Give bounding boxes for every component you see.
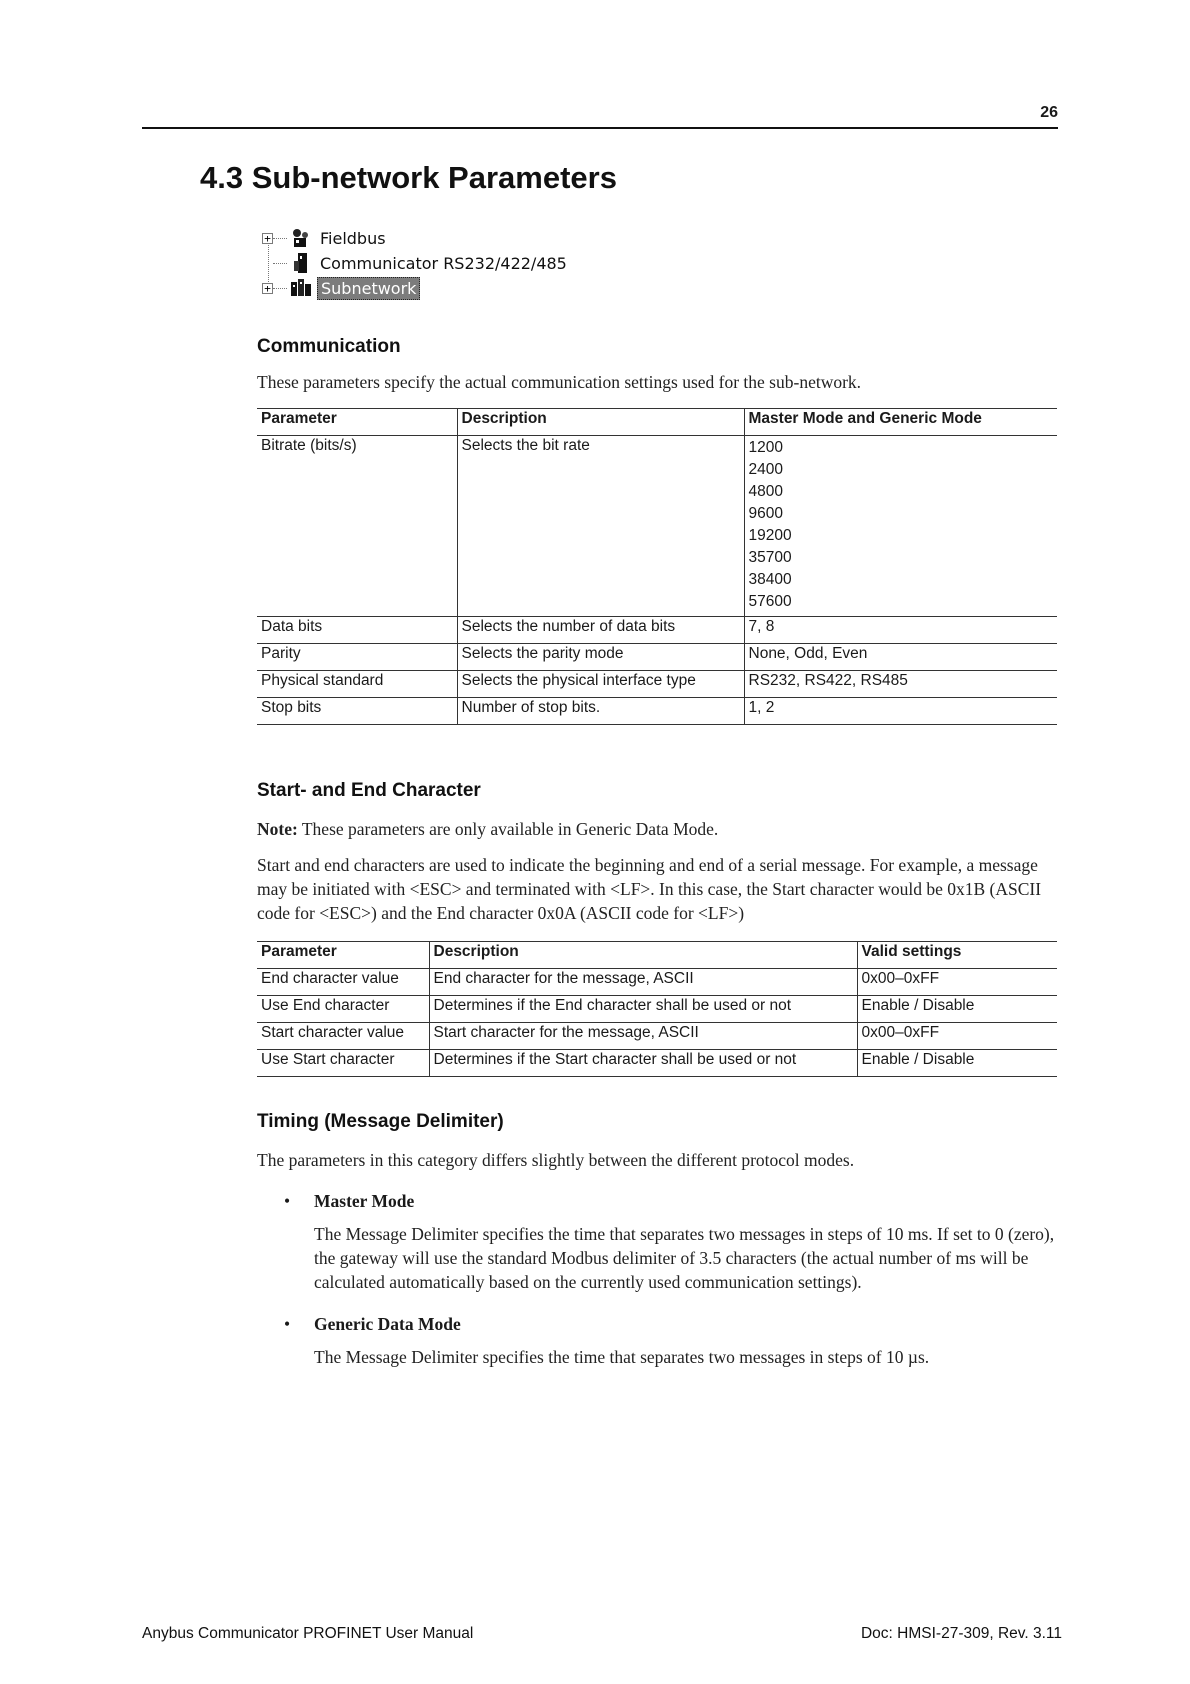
desc-cell: Selects the parity mode xyxy=(457,644,744,671)
value-line: 4800 xyxy=(748,483,783,500)
table-row xyxy=(257,969,1057,996)
config-tree xyxy=(262,226,582,306)
tree-item-label: Subnetwork xyxy=(317,277,420,300)
communication-table xyxy=(257,408,1057,725)
value-line: 38400 xyxy=(748,571,792,588)
bullet-icon: • xyxy=(284,1314,291,1334)
desc-cell: Start character for the message, ASCII xyxy=(429,1023,857,1050)
bullet-text: The Message Delimiter specifies the time that separates two messages in steps of 10 µs. xyxy=(314,1347,930,1367)
value-line: 1200 xyxy=(748,439,783,456)
timing-heading: Timing (Message Delimiter) xyxy=(257,1111,504,1132)
desc-cell: Selects the physical interface type xyxy=(457,671,744,698)
header-rule xyxy=(142,127,1058,129)
table-row xyxy=(257,1050,1057,1077)
valid-cell: 0x00–0xFF xyxy=(857,1023,1057,1050)
tree-item-label: Fieldbus xyxy=(320,228,386,248)
note-label: Note: xyxy=(257,819,298,839)
subnetwork-icon xyxy=(289,276,313,300)
bullet-text: The Message Delimiter specifies the time that separates two messages in steps of 10 ms. If set to 0 (zero), the gateway will use the standard Modbus delimiter of 3.5 characters (the actual number of ms will be calculated automatically based on the currently used communication settings). xyxy=(314,1224,1055,1292)
desc-cell: Determines if the Start character shall be used or not xyxy=(429,1050,857,1077)
tree-item-subnetwork[interactable] xyxy=(262,276,420,300)
param-cell: Parity xyxy=(257,644,457,671)
communication-intro: These parameters specify the actual communication settings used for the sub-network. xyxy=(257,372,862,392)
start-end-table xyxy=(257,941,1057,1077)
param-cell: End character value xyxy=(257,969,429,996)
tree-connector xyxy=(273,238,287,239)
values-cell xyxy=(744,436,1057,617)
timing-intro: The parameters in this category differs slightly between the different protocol modes. xyxy=(257,1150,855,1170)
table-row xyxy=(257,617,1057,644)
communication-heading: Communication xyxy=(257,336,401,357)
start-end-note xyxy=(257,817,1057,841)
table-header-row xyxy=(257,942,1057,969)
table-row xyxy=(257,996,1057,1023)
param-cell: Stop bits xyxy=(257,698,457,725)
param-cell: Use Start character xyxy=(257,1050,429,1077)
values-cell: None, Odd, Even xyxy=(744,644,1057,671)
valid-cell: Enable / Disable xyxy=(857,1050,1057,1077)
valid-cell: 0x00–0xFF xyxy=(857,969,1057,996)
desc-cell: Determines if the End character shall be used or not xyxy=(429,996,857,1023)
tree-item-fieldbus[interactable] xyxy=(262,226,389,250)
tree-connector xyxy=(273,263,287,264)
param-cell: Use End character xyxy=(257,996,429,1023)
table-row xyxy=(257,644,1057,671)
bullet-title: Generic Data Mode xyxy=(314,1314,461,1334)
tree-item-label: Communicator RS232/422/485 xyxy=(320,253,567,273)
tree-connector xyxy=(273,288,287,289)
footer-right: Doc: HMSI-27-309, Rev. 3.11 xyxy=(860,1625,1062,1642)
value-line: 57600 xyxy=(748,593,792,610)
section-title: 4.3 Sub-network Parameters xyxy=(200,160,617,195)
param-cell: Data bits xyxy=(257,617,457,644)
column-header: Description xyxy=(429,942,857,969)
tree-item-communicator[interactable] xyxy=(262,251,570,275)
column-header: Parameter xyxy=(257,942,429,969)
values-cell: 7, 8 xyxy=(744,617,1057,644)
desc-cell: End character for the message, ASCII xyxy=(429,969,857,996)
start-end-heading: Start- and End Character xyxy=(257,780,481,801)
table-row xyxy=(257,671,1057,698)
values-cell: 1, 2 xyxy=(744,698,1057,725)
value-line: 35700 xyxy=(748,549,792,566)
value-line: 9600 xyxy=(748,505,783,522)
page-number: 26 xyxy=(1040,104,1058,121)
desc-cell: Selects the number of data bits xyxy=(457,617,744,644)
column-header: Master Mode and Generic Mode xyxy=(744,409,1057,436)
table-header-row xyxy=(257,409,1057,436)
start-end-description: Start and end characters are used to indicate the beginning and end of a serial message. For example, a message may be initiated with <ESC> and terminated with <LF>. In this case, the Start character would be 0x1B (ASCII code for <ESC>) and the End character 0x0A (ASCII code for <LF>) xyxy=(257,855,1042,923)
value-line: 2400 xyxy=(748,461,783,478)
bullet-title: Master Mode xyxy=(314,1191,415,1211)
footer-left: Anybus Communicator PROFINET User Manual xyxy=(142,1625,474,1642)
expand-icon[interactable]: + xyxy=(262,283,273,294)
fieldbus-icon xyxy=(289,226,313,250)
communicator-icon xyxy=(289,251,313,275)
note-text: These parameters are only available in Generic Data Mode. xyxy=(297,819,719,839)
table-row xyxy=(257,436,1057,617)
valid-cell: Enable / Disable xyxy=(857,996,1057,1023)
param-cell: Physical standard xyxy=(257,671,457,698)
value-line: 19200 xyxy=(748,527,792,544)
column-header: Parameter xyxy=(257,409,457,436)
param-cell: Bitrate (bits/s) xyxy=(257,436,457,617)
table-row xyxy=(257,1023,1057,1050)
bullet-icon: • xyxy=(284,1191,291,1211)
desc-cell: Number of stop bits. xyxy=(457,698,744,725)
expand-icon[interactable]: + xyxy=(262,233,273,244)
column-header: Valid settings xyxy=(857,942,1057,969)
desc-cell: Selects the bit rate xyxy=(457,436,744,617)
values-cell: RS232, RS422, RS485 xyxy=(744,671,1057,698)
param-cell: Start character value xyxy=(257,1023,429,1050)
table-row xyxy=(257,698,1057,725)
column-header: Description xyxy=(457,409,744,436)
